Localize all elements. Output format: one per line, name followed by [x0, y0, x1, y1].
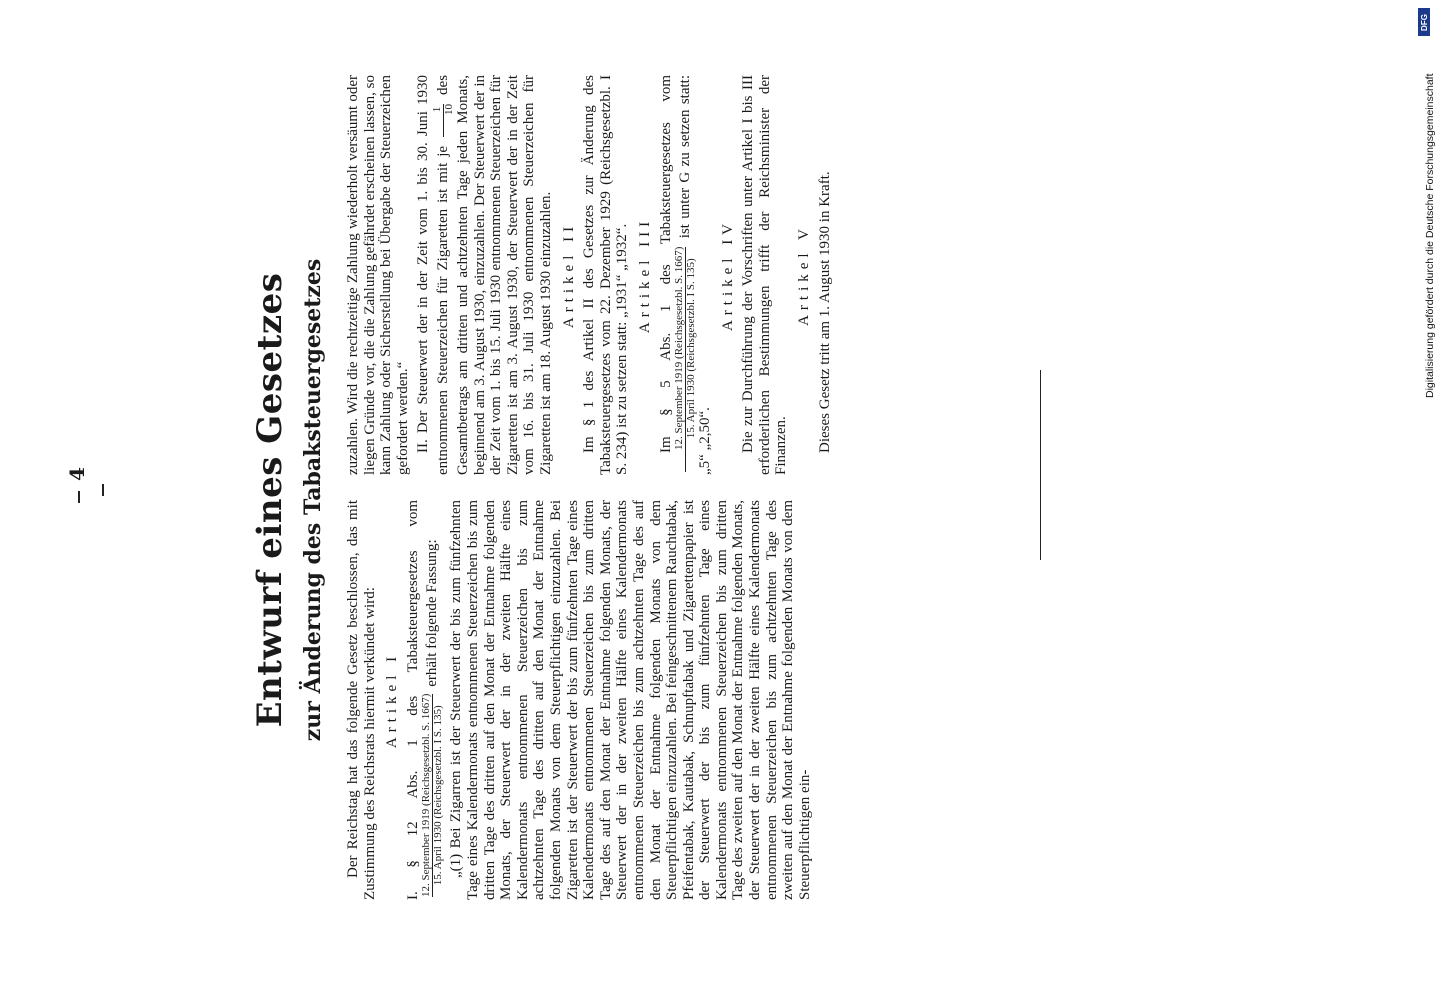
article-1-text-b: erhält folgende Fassung:: [424, 539, 441, 687]
digitization-credit: Digitalisierung gefördert durch die Deutsche Forschungsgemeinschaft: [1424, 73, 1436, 398]
article-2-heading: Artikel II: [560, 221, 577, 329]
dfg-logo-icon: DFG: [1418, 8, 1430, 36]
citation-top: 12. September 1919 (Reichsgesetzbl. S. 1667): [420, 693, 433, 897]
article-1-body: „(1) Bei Zigarren ist der Steuerwert der bis zum fünfzehnten Tage eines Kalendermonats entnommenen Steuerzeichen bis zum dritten Tage des dritten auf den Monat der Entnahme folgenden Monats, der Steuerwert der in der zweiten Hälfte eines Kalendermonats entnommenen Steuerzeichen bis zum achtzehnten Tage des dritten auf den Monat der Entnahme folgenden Monats von dem Steuerpflichtigen einzuzahlen. Bei Zigaretten ist der Steuerwert der bis zum fünfzehnten Tage eines Kalendermonats entnommenen Steuerzeichen bis zum dritten Tage des auf den Monat der Entnahme folgenden Monats, der Steuerwert der in der zweiten Hälfte eines Kalendermonats entnommenen Steuerzeichen bis zum achtzehnten Tage des auf den Monat der Entnahme folgenden Monats von dem Steuerpflichtigen einzuzahlen. Bei feingeschnittenem Rauchtabak, Pfeifentabak, Kautabak, Schnupftabak und Zigarettenpapier ist der Steuerwert der bis zum fünfzehnten Tage eines Kalendermonats entnommenen Steuerzeichen bis zum dritten Tage des zweiten auf den Monat der Entnahme folgenden Monats, der Steuerwert der in der zweiten Hälfte eines Kalendermonats entnommenen Steuerzeichen bis zum achtzehnten Tage des zweiten auf den Monat der Entnahme folgenden Monats von dem Steuerpflichtigen ein-: [448, 500, 813, 900]
article-2-text: Im § 1 des Artikel II des Gesetzes zur Änderung des Tabaksteuergesetzes vom 22. Dezember 1929 (Reichsgesetzbl. I S. 234) ist zu setzen statt: „1931“ „1932“.: [581, 75, 631, 475]
article-3-citation: [674, 247, 697, 472]
article-1-citation: [421, 694, 444, 897]
citation-top: 12. September 1919 (Reichsgesetzbl. S. 1667): [674, 247, 686, 472]
article-3-text-b: ist unter G zu setzen statt: „5“ „2,50“.: [677, 75, 714, 475]
document-title: Entwurf eines Gesetzes: [250, 272, 290, 728]
left-column: [345, 500, 817, 900]
article-1-heading: Artikel I: [384, 651, 401, 749]
article-3-clause: [658, 75, 714, 475]
intro-paragraph: Der Reichstag hat das folgende Gesetz beschlossen, das mit Zustimmung des Reichsrats hiermit verkündet wird:: [345, 500, 378, 900]
article-5-heading: Artikel V: [796, 224, 813, 326]
fraction: [432, 104, 455, 137]
article-1-text-a: I. § 12 Abs. 1 des Tabaksteuergesetzes vom: [404, 500, 421, 900]
paragraph-2-text-a: II. Der Steuerwert der in der Zeit vom 1. bis 30. Juni 1930 entnommenen Steuerzeichen für Zigaretten ist mit je: [415, 75, 451, 475]
continuation-paragraph: zuzahlen. Wird die rechtzeitige Zahlung wiederholt versäumt oder liegen Gründe vor, die die Zahlung gefährdet erscheinen lassen, so kann Zahlung oder Sicherstellung bei Übergabe der Steuerzeichen gefordert werden.“: [345, 75, 411, 475]
fraction-numerator: 1: [432, 104, 444, 137]
closing-rule: [1040, 370, 1041, 560]
citation-bottom: 15. April 1930 (Reichsgesetzbl. I S. 135): [685, 258, 698, 439]
right-column: [345, 75, 837, 475]
fraction-denominator: 10: [442, 103, 455, 115]
article-3-text-a: Im § 5 Abs. 1 des Tabaksteuergesetzes vom: [657, 75, 674, 453]
document-subtitle: zur Änderung des Tabaksteuergesetzes: [300, 258, 326, 742]
article-3-heading: Artikel III: [636, 216, 653, 334]
paragraph-2-text-b: des Gesamtbetrags am dritten und achtzehnten Tage jeden Monats, beginnend am 3. August 1930, einzuzahlen. Der Steuerwert der in der Zeit vom 1. bis 15. Juli 1930 entnommenen Steuerzeichen für Zigaretten ist am 3. August 1930, der Steuerwert der in der Zeit vom 16. bis 31. Juli 1930 entnommenen Steuerzeichen für Zigaretten ist am 18. August 1930 einzuzahlen.: [434, 74, 554, 475]
article-5-text: Dieses Gesetz tritt am 1. August 1930 in Kraft.: [816, 171, 833, 453]
article-4-text: Die zur Durchführung der Vorschriften unter Artikel I bis III erforderlichen Bestimmungen trifft der Reichsminister der Finanzen.: [740, 75, 790, 475]
article-1-clause: [405, 500, 445, 900]
article-4-heading: Artikel IV: [719, 218, 736, 332]
page-number: 4: [65, 460, 113, 520]
paragraph-2: [415, 75, 554, 475]
citation-bottom: 15. April 1930 (Reichsgesetzbl. I S. 135): [432, 705, 445, 886]
